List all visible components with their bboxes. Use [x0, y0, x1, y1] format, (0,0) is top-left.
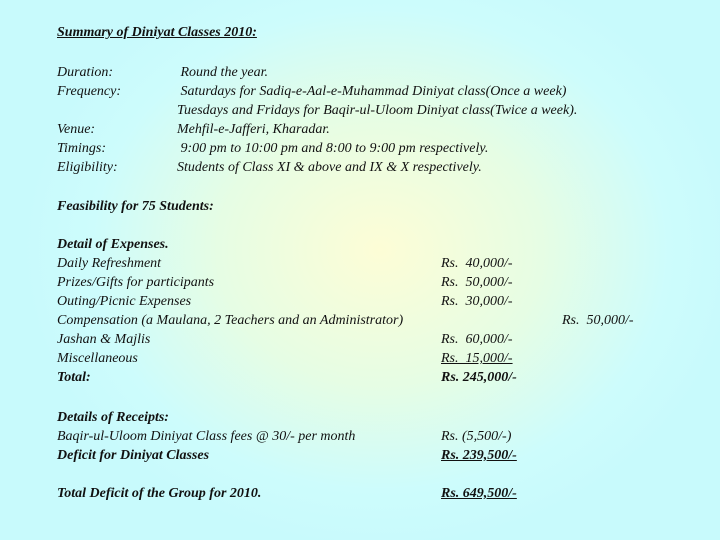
venue-value: Mehfil-e-Jafferi, Kharadar.: [177, 122, 330, 137]
expense-label: Prizes/Gifts for participants: [57, 275, 215, 290]
total-amount: Rs. 245,000/-: [441, 370, 517, 385]
duration-value: Round the year.: [177, 65, 268, 80]
expense-amount: Rs. 50,000/-: [441, 275, 513, 290]
expense-label: Outing/Picnic Expenses: [57, 294, 192, 309]
duration-label: Duration:: [57, 65, 113, 80]
eligibility-label: Eligibility:: [57, 160, 118, 175]
expense-amount: Rs. 60,000/-: [441, 332, 513, 347]
total-label: Total:: [57, 370, 91, 385]
feasibility-heading: Feasibility for 75 Students:: [57, 199, 214, 214]
expense-amount: Rs. 50,000/-: [562, 313, 634, 328]
group-deficit-amount: Rs. 649,500/-: [441, 486, 517, 501]
timings-label: Timings:: [57, 141, 107, 156]
expense-amount: Rs. 15,000/-: [441, 351, 513, 366]
page-title: Summary of Diniyat Classes 2010:: [57, 25, 257, 40]
expense-amount: Rs. 40,000/-: [441, 256, 513, 271]
expenses-heading: Detail of Expenses.: [57, 237, 169, 252]
expense-label: Miscellaneous: [57, 351, 138, 366]
deficit-amount: Rs. 239,500/-: [441, 448, 517, 463]
fees-label: Baqir-ul-Uloom Diniyat Class fees @ 30/- per month: [57, 429, 356, 444]
venue-label: Venue:: [57, 122, 96, 137]
group-deficit-label: Total Deficit of the Group for 2010.: [57, 486, 262, 501]
deficit-label: Deficit for Diniyat Classes: [57, 448, 210, 463]
expense-label: Daily Refreshment: [57, 256, 162, 271]
frequency-value-2: Tuesdays and Fridays for Baqir-ul-Uloom Diniyat class(Twice a week).: [177, 103, 578, 118]
expense-label: Compensation (a Maulana, 2 Teachers and an Administrator): [57, 313, 404, 328]
expense-amount: Rs. 30,000/-: [441, 294, 513, 309]
eligibility-value: Students of Class XI & above and IX & X respectively.: [177, 160, 482, 175]
frequency-value: Saturdays for Sadiq-e-Aal-e-Muhammad Diniyat class(Once a week): [177, 84, 567, 99]
receipts-heading: Details of Receipts:: [57, 410, 169, 425]
expense-label: Jashan & Majlis: [57, 332, 151, 347]
fees-amount: Rs. (5,500/-): [441, 429, 512, 444]
frequency-label: Frequency:: [57, 84, 121, 99]
timings-value: 9:00 pm to 10:00 pm and 8:00 to 9:00 pm respectively.: [177, 141, 489, 156]
